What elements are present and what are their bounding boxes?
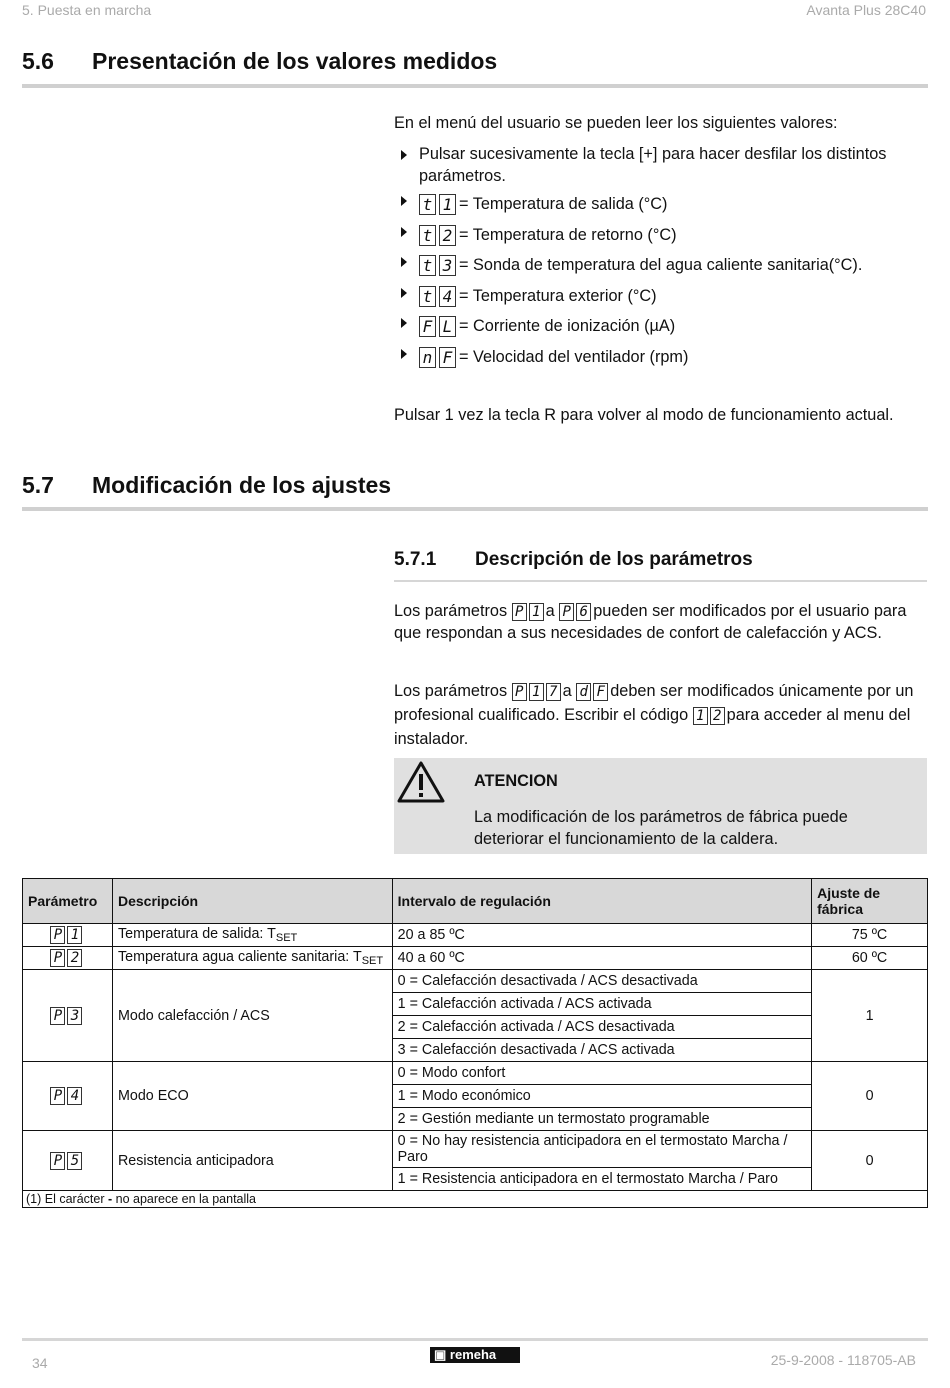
measured-value-label: = Temperatura exterior (°C) — [459, 287, 657, 305]
display-digit: 4 — [439, 286, 456, 307]
measured-value-label: = Velocidad del ventilador (rpm) — [459, 348, 689, 366]
intro-text: En el menú del usuario se pueden leer los siguientes valores: — [394, 114, 838, 132]
header-chapter: 5. Puesta en marcha — [22, 2, 152, 18]
seven-segment-code — [576, 682, 610, 700]
bullet-lead: Pulsar sucesivamente la tecla [+] para hacer desfilar los distintos parámetros. — [419, 145, 887, 185]
bullet-arrow-icon — [401, 196, 407, 206]
section-title: Descripción de los parámetros — [475, 549, 753, 570]
description-text: Modo ECO — [117, 1088, 189, 1104]
description-text: Temperatura de salida: T — [117, 926, 276, 942]
factory-default-cell: 75 ºC — [812, 924, 928, 947]
parameter-code-cell — [23, 970, 113, 1062]
table-row — [23, 947, 928, 970]
range-cell: 2 = Calefacción activada / ACS desactivada — [392, 1016, 811, 1039]
seven-segment-code — [50, 927, 84, 943]
params-user-paragraph — [394, 600, 929, 644]
range-cell: 1 = Calefacción activada / ACS activada — [392, 993, 811, 1016]
parameter-code-cell — [23, 924, 113, 947]
parameter-code-cell — [23, 1131, 113, 1191]
bullet-arrow-icon — [401, 349, 407, 359]
section-number: 5.7.1 — [394, 549, 437, 570]
subscript-text: SET — [275, 932, 298, 944]
section-5-7-heading — [22, 472, 922, 502]
table-footnote-row — [23, 1191, 928, 1208]
heading-rule — [22, 507, 928, 511]
seven-segment-code — [419, 256, 459, 274]
text: Los parámetros — [394, 602, 508, 620]
measured-value-label: = Corriente de ionización (µA) — [459, 317, 676, 335]
table-row — [23, 1131, 928, 1168]
display-digit: 5 — [67, 1152, 82, 1170]
seven-segment-code — [419, 317, 459, 335]
callout-title: ATENCION — [474, 772, 558, 790]
description-cell — [112, 1062, 392, 1131]
footnote-text: no aparece en la pantalla — [112, 1192, 257, 1206]
display-digit: P — [50, 1007, 65, 1025]
section-number: 5.7 — [22, 472, 54, 498]
footer-rule — [22, 1338, 928, 1341]
seven-segment-code — [50, 1152, 84, 1168]
range-cell: 3 = Calefacción desactivada / ACS activada — [392, 1039, 811, 1062]
outro-text: Pulsar 1 vez la tecla R para volver al modo de funcionamiento actual. — [394, 406, 894, 424]
display-code — [576, 682, 610, 700]
warning-callout — [394, 758, 927, 854]
display-code — [512, 682, 563, 700]
text: Los parámetros — [394, 682, 508, 700]
description-text: Resistencia anticipadora — [117, 1152, 274, 1169]
measured-value-item — [419, 224, 934, 246]
range-cell: 0 = No hay resistencia anticipadora en el termostato Marcha / Paro — [392, 1131, 811, 1168]
measured-value-label: = Temperatura de retorno (°C) — [459, 226, 677, 244]
page-number: 34 — [32, 1355, 48, 1371]
column-header: Descripción — [112, 879, 392, 924]
column-header: Ajuste de fábrica — [812, 879, 928, 924]
section-title: Modificación de los ajustes — [92, 472, 392, 498]
bullet-arrow-icon — [401, 227, 407, 237]
seven-segment-code — [50, 950, 84, 966]
header-product: Avanta Plus 28C40 — [806, 2, 926, 18]
display-digit: t — [419, 286, 436, 307]
factory-default-cell: 1 — [812, 970, 928, 1062]
display-digit: P — [50, 926, 65, 944]
display-digit: n — [419, 347, 436, 368]
parameters-table — [22, 878, 928, 1208]
range-cell: 0 = Calefacción desactivada / ACS desactivada — [392, 970, 811, 993]
description-cell — [112, 924, 392, 947]
display-digit: 1 — [67, 926, 82, 944]
display-digit: F — [593, 683, 608, 701]
description-cell — [112, 970, 392, 1062]
footnote-text: (1) El carácter — [26, 1192, 108, 1206]
bullet-arrow-icon — [401, 257, 407, 267]
section-5-7-1-heading — [394, 549, 934, 575]
display-digit: P — [512, 683, 527, 701]
seven-segment-code — [512, 602, 546, 620]
display-digit: t — [419, 225, 436, 246]
display-code — [693, 706, 727, 724]
description-cell — [112, 947, 392, 970]
measured-value-item — [419, 315, 934, 337]
display-digit: 6 — [576, 603, 591, 621]
measured-value-item — [419, 285, 934, 307]
footnote-dash: - — [107, 1192, 113, 1206]
section-number: 5.6 — [22, 48, 54, 74]
display-digit: P — [559, 603, 574, 621]
seven-segment-code — [50, 1088, 84, 1104]
seven-segment-code — [50, 1007, 84, 1023]
seven-segment-code — [419, 195, 459, 213]
display-code — [512, 602, 546, 620]
display-digit: L — [439, 316, 456, 337]
table-header-row — [23, 879, 928, 924]
warning-triangle-icon — [396, 760, 446, 804]
table-row — [23, 1062, 928, 1085]
display-digit: P — [50, 1152, 65, 1170]
display-digit: 1 — [529, 603, 544, 621]
display-digit: 4 — [67, 1087, 82, 1105]
subheading-rule — [394, 580, 927, 582]
params-installer-paragraph — [394, 679, 929, 751]
display-digit: F — [419, 316, 436, 337]
display-digit: P — [512, 603, 527, 621]
display-digit: 1 — [529, 683, 544, 701]
description-text: Temperatura agua caliente sanitaria: T — [117, 949, 362, 965]
description-cell — [112, 1131, 392, 1191]
description-text: Modo calefacción / ACS — [117, 1007, 270, 1024]
measured-value-item — [419, 254, 934, 276]
range-cell: 0 = Modo confort — [392, 1062, 811, 1085]
display-digit: 2 — [67, 949, 82, 967]
display-digit: 7 — [546, 683, 561, 701]
display-digit: 3 — [67, 1007, 82, 1025]
range-cell: 40 a 60 ºC — [392, 947, 811, 970]
heading-rule — [22, 84, 928, 88]
column-header: Intervalo de regulación — [392, 879, 811, 924]
bullet-arrow-icon — [401, 288, 407, 298]
seven-segment-code — [559, 602, 593, 620]
display-digit: 3 — [439, 255, 456, 276]
seven-segment-code — [512, 682, 563, 700]
display-digit: F — [439, 347, 456, 368]
table-row — [23, 970, 928, 993]
subscript-text: SET — [361, 955, 384, 967]
display-digit: t — [419, 255, 436, 276]
column-header: Parámetro — [23, 879, 113, 924]
bullet-arrow-icon — [401, 318, 407, 328]
text: a — [545, 602, 555, 620]
range-cell: 2 = Gestión mediante un termostato programable — [392, 1108, 811, 1131]
measured-value-label: = Temperatura de salida (°C) — [459, 195, 668, 213]
display-digit: 2 — [710, 707, 725, 725]
display-digit: 1 — [439, 194, 456, 215]
display-digit: t — [419, 194, 436, 215]
seven-segment-code — [419, 348, 459, 366]
table-row — [23, 924, 928, 947]
remeha-logo: ▣ remeha — [430, 1347, 520, 1363]
section-title: Presentación de los valores medidos — [92, 48, 498, 74]
display-code — [559, 602, 593, 620]
document-date-ref: 25-9-2008 - 118705-AB — [770, 1352, 916, 1368]
display-digit: d — [576, 683, 591, 701]
display-digit: 1 — [693, 707, 708, 725]
measured-value-label: = Sonda de temperatura del agua caliente sanitaria(°C). — [459, 256, 863, 274]
range-cell: 1 = Modo económico — [392, 1085, 811, 1108]
seven-segment-code — [693, 706, 727, 724]
section-5-6-heading — [22, 48, 922, 78]
text: a — [562, 682, 572, 700]
seven-segment-code — [419, 226, 459, 244]
text: deben ser modificados únicamente por un profesional cualificado. Escribir el código — [394, 682, 914, 724]
parameter-code-cell — [23, 947, 113, 970]
callout-text: La modificación de los parámetros de fábrica puede deteriorar el funcionamiento de la caldera. — [474, 808, 848, 848]
display-digit: P — [50, 949, 65, 967]
factory-default-cell: 0 — [812, 1062, 928, 1131]
display-digit: 2 — [439, 225, 456, 246]
measured-value-item — [419, 193, 934, 215]
range-cell: 1 = Resistencia anticipadora en el termostato Marcha / Paro — [392, 1168, 811, 1191]
measured-value-item — [419, 346, 934, 368]
display-digit: P — [50, 1087, 65, 1105]
logo-text: remeha — [449, 1347, 497, 1362]
text: para acceder al menu del instalador. — [394, 706, 911, 748]
factory-default-cell: 60 ºC — [812, 947, 928, 970]
parameter-code-cell — [23, 1062, 113, 1131]
bullet-arrow-icon — [401, 150, 407, 160]
table-footnote — [23, 1191, 928, 1208]
range-cell: 20 a 85 ºC — [392, 924, 811, 947]
seven-segment-code — [419, 287, 459, 305]
factory-default-cell: 0 — [812, 1131, 928, 1191]
text: pueden ser modificados por el usuario para que respondan a sus necesidades de confort de calefacción y ACS. — [394, 602, 907, 642]
